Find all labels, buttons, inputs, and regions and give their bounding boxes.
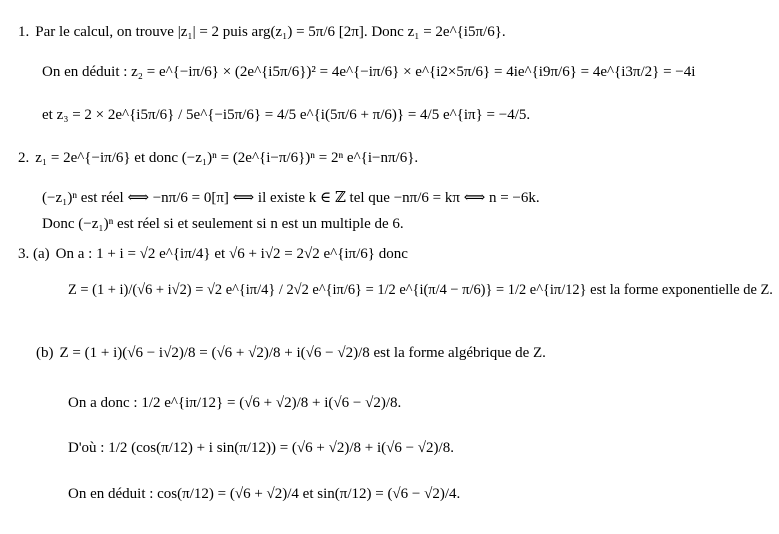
solution-line-5 bbox=[42, 188, 540, 208]
solution-line-11 bbox=[68, 438, 454, 458]
solution-line-9 bbox=[36, 343, 546, 363]
solution-line-12 bbox=[68, 484, 460, 504]
item-number: 3. (a) bbox=[18, 246, 50, 262]
line-text: On a : 1 + i = √2 e^{iπ/4} et √6 + i√2 = 2√2 e^{iπ/6} donc bbox=[55, 246, 408, 262]
line-text: (−z₁)ⁿ est réel ⟺ −nπ/6 = 0[π] ⟺ il existe k ∈ ℤ tel que −nπ/6 = kπ ⟺ n = −6k. bbox=[42, 190, 540, 206]
solution-line-6 bbox=[42, 214, 404, 234]
line-text: et z₃ = 2 × 2e^{i5π/6} / 5e^{−i5π/6} = 4/5 e^{i(5π/6 + π/6)} = 4/5 e^{iπ} = −4/5. bbox=[42, 107, 531, 123]
line-text: D'où : 1/2 (cos(π/12) + i sin(π/12)) = (√6 + √2)/8 + i(√6 − √2)/8. bbox=[68, 440, 454, 456]
item-number: (b) bbox=[36, 345, 54, 361]
line-text: Par le calcul, on trouve |z₁| = 2 puis arg(z₁) = 5π/6 [2π]. Donc z₁ = 2e^{i5π/6}. bbox=[35, 24, 506, 40]
line-text: On a donc : 1/2 e^{iπ/12} = (√6 + √2)/8 + i(√6 − √2)/8. bbox=[68, 395, 402, 411]
solution-line-8 bbox=[68, 280, 773, 300]
line-text: Z = (1 + i)(√6 − i√2)/8 = (√6 + √2)/8 + i(√6 − √2)/8 est la forme algébrique de Z. bbox=[59, 345, 546, 361]
line-text: Z = (1 + i)/(√6 + i√2) = √2 e^{iπ/4} / 2√2 e^{iπ/6} = 1/2 e^{i(π/4 − π/6)} = 1/2 e^{iπ/12} est la forme exponentielle de Z. bbox=[68, 282, 773, 298]
solution-line-7 bbox=[18, 244, 408, 264]
item-number: 2. bbox=[18, 150, 30, 166]
line-text: Donc (−z₁)ⁿ est réel si et seulement si n est un multiple de 6. bbox=[42, 216, 404, 232]
item-number: 1. bbox=[18, 24, 30, 40]
solution-line-4 bbox=[18, 148, 418, 168]
line-text: On en déduit : z₂ = e^{−iπ/6} × (2e^{i5π/6})² = 4e^{−iπ/6} × e^{i2×5π/6} = 4ie^{i9π/6} = 4e^{i3π/2} = −4i bbox=[42, 64, 696, 80]
solution-line-1 bbox=[18, 22, 506, 42]
solution-line-2 bbox=[42, 62, 695, 82]
solution-line-10 bbox=[68, 393, 401, 413]
line-text: z₁ = 2e^{−iπ/6} et donc (−z₁)ⁿ = (2e^{i−π/6})ⁿ = 2ⁿ e^{i−nπ/6}. bbox=[35, 150, 419, 166]
solution-line-3 bbox=[42, 105, 530, 125]
line-text: On en déduit : cos(π/12) = (√6 + √2)/4 et sin(π/12) = (√6 − √2)/4. bbox=[68, 486, 461, 502]
